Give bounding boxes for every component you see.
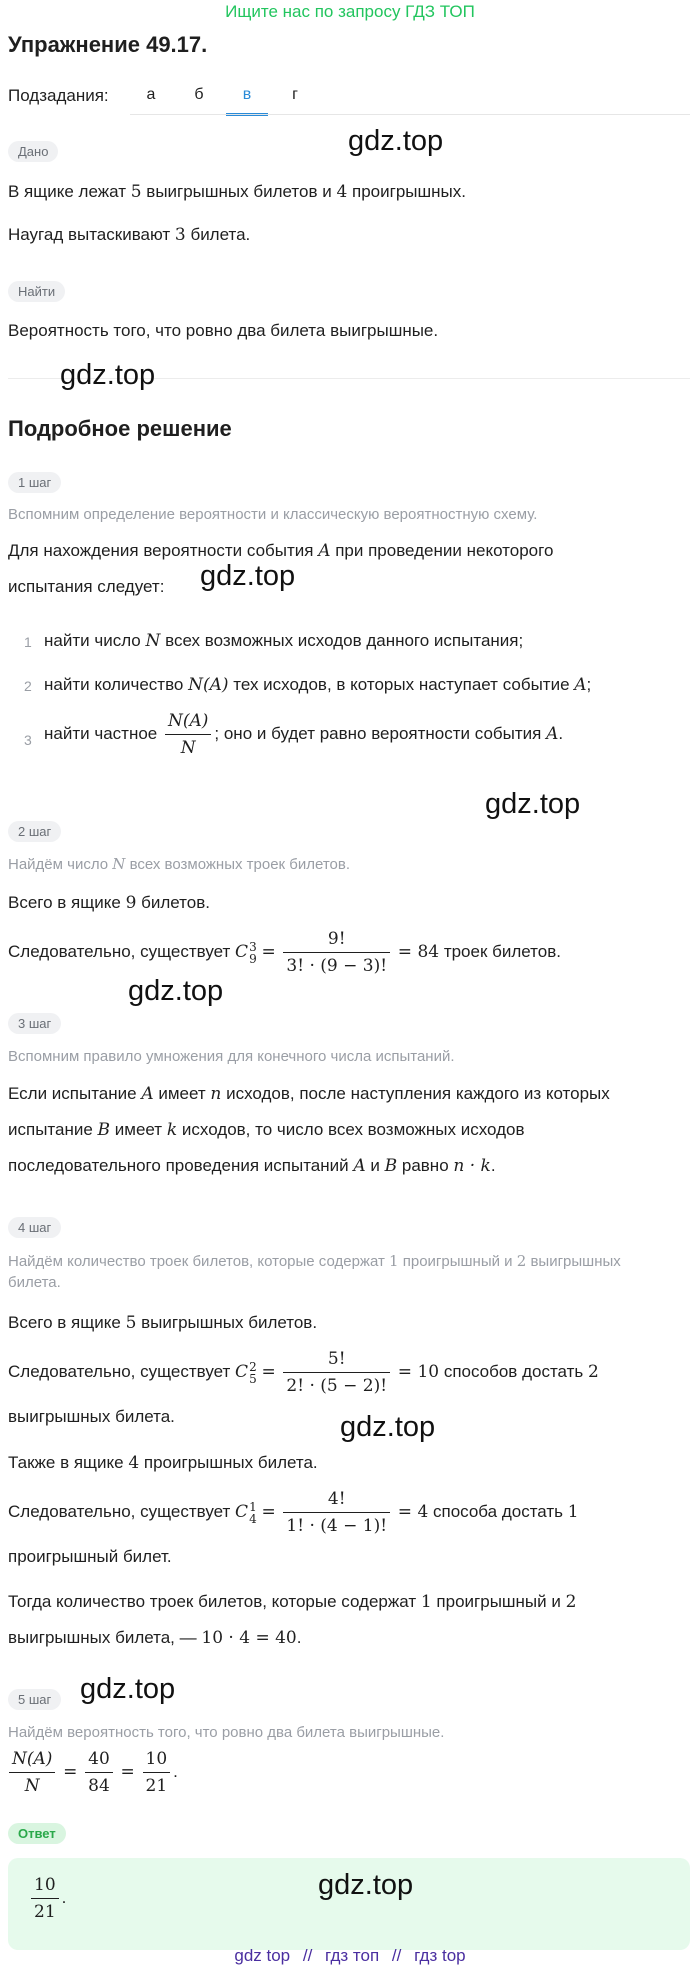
step-1-line-1: Для нахождения вероятности события A при проведении некоторого xyxy=(8,541,554,561)
step-4-line-3: выигрышных билета. xyxy=(8,1407,175,1426)
top-search-link[interactable]: Ищите нас по запросу ГДЗ ТОП xyxy=(225,2,475,21)
watermark: gdz.top xyxy=(485,788,581,820)
given-line-1: В ящике лежат 5 выигрышных билетов и 4 проигрышных. xyxy=(8,182,466,202)
tab-a[interactable]: а xyxy=(146,86,156,103)
watermark: gdz.top xyxy=(60,359,156,391)
step-5-hint: Найдём вероятность того, что ровно два билета выигрышные. xyxy=(8,1724,445,1741)
find-text: Вероятность того, что ровно два билета выигрышные. xyxy=(8,321,439,340)
tabs-divider xyxy=(130,114,690,115)
watermark: gdz.top xyxy=(80,1673,176,1705)
step-4-line-6: проигрышный билет. xyxy=(8,1547,172,1566)
step-4-line-7: Тогда количество троек билетов, которые содержат 1 проигрышный и 2 xyxy=(8,1592,577,1612)
step-4-line-1: Всего в ящике 5 выигрышных билетов. xyxy=(8,1313,318,1333)
footer-separator: // xyxy=(302,1946,313,1965)
step-4-hint-2: билета. xyxy=(8,1274,61,1291)
step-4-badge: 4 шаг xyxy=(8,1217,61,1238)
step-1-line-2: испытания следует: xyxy=(8,577,165,596)
watermark: gdz.top xyxy=(318,1869,414,1901)
subtasks-tabs xyxy=(130,80,690,116)
tab-g[interactable]: г xyxy=(292,86,298,103)
step-5-formula: $\frac{N(A)}{N}$ = $\frac{40}{84}$ = $\frac{10}{21}$ . xyxy=(6,1748,178,1797)
step-1-hint: Вспомним определение вероятности и классическую вероятностную схему. xyxy=(8,506,538,523)
step-2-hint: Найдём число N всех возможных троек билетов. xyxy=(8,855,351,873)
step-4-line-5: Следовательно, существует C 1 4 = $\frac{4!}{1! \cdot (4 - 1)!}$ = 4 способа достать 1 xyxy=(8,1489,579,1536)
footer-separator: // xyxy=(391,1946,402,1965)
step-3-line-3: последовательного проведения испытаний A и B равно n · k. xyxy=(8,1156,496,1176)
step-5-badge: 5 шаг xyxy=(8,1689,61,1710)
answer-value: $\frac{10}{21}$ . xyxy=(28,1874,66,1923)
tab-v[interactable]: в xyxy=(226,80,268,116)
step-3-line-2: испытание B имеет k исходов, то число всех возможных исходов xyxy=(8,1120,525,1140)
watermark: gdz.top xyxy=(340,1411,436,1443)
answer-box xyxy=(8,1858,690,1950)
solution-heading: Подробное решение xyxy=(8,416,232,441)
list-number: 1 xyxy=(24,634,32,650)
watermark: gdz.top xyxy=(348,125,444,157)
step-4-line-8: выигрышных билета, — 10 · 4 = 40. xyxy=(8,1628,302,1648)
answer-badge: Ответ xyxy=(8,1823,66,1844)
step-4-line-2: Следовательно, существует C 2 5 = $\frac{5!}{2! \cdot (5 - 2)!}$ = 10 способов достать 2 xyxy=(8,1349,599,1396)
watermark: gdz.top xyxy=(200,560,296,592)
footer-link-2[interactable]: гдз топ xyxy=(325,1946,380,1965)
tab-b[interactable]: б xyxy=(194,86,204,103)
footer-link-3[interactable]: гдз top xyxy=(414,1946,466,1965)
find-badge: Найти xyxy=(8,281,65,302)
footer-links xyxy=(0,1946,700,1966)
footer-link-1[interactable]: gdz top xyxy=(234,1946,291,1965)
step-2-line-1: Всего в ящике 9 билетов. xyxy=(8,893,210,913)
step-3-line-1: Если испытание A имеет n исходов, после наступления каждого из которых xyxy=(8,1084,610,1104)
given-badge: Дано xyxy=(8,141,58,162)
subtasks-label: Подзадания: xyxy=(8,86,109,105)
step-1-item-3: найти частное $\frac{N(A)}{N}$ ; оно и будет равно вероятности события A. xyxy=(44,711,564,758)
step-1-item-2: найти количество N(A) тех исходов, в которых наступает событие A; xyxy=(44,675,592,695)
watermark: gdz.top xyxy=(128,975,224,1007)
step-4-line-4: Также в ящике 4 проигрышных билета. xyxy=(8,1453,318,1473)
step-3-badge: 3 шаг xyxy=(8,1013,61,1034)
step-1-item-1: найти число N всех возможных исходов данного испытания; xyxy=(44,631,524,651)
page-title: Упражнение 49.17. xyxy=(8,32,208,57)
given-line-2: Наугад вытаскивают 3 билета. xyxy=(8,225,251,245)
step-4-hint: Найдём количество троек билетов, которые содержат 1 проигрышный и 2 выигрышных xyxy=(8,1252,621,1270)
step-1-badge: 1 шаг xyxy=(8,472,61,493)
step-2-line-2: Следовательно, существует C 3 9 = $\frac{9!}{3! \cdot (9 - 3)!}$ = 84 троек билетов. xyxy=(8,929,561,976)
step-3-hint: Вспомним правило умножения для конечного числа испытаний. xyxy=(8,1048,455,1065)
step-2-badge: 2 шаг xyxy=(8,821,61,842)
list-number: 3 xyxy=(24,732,32,748)
list-number: 2 xyxy=(24,678,32,694)
